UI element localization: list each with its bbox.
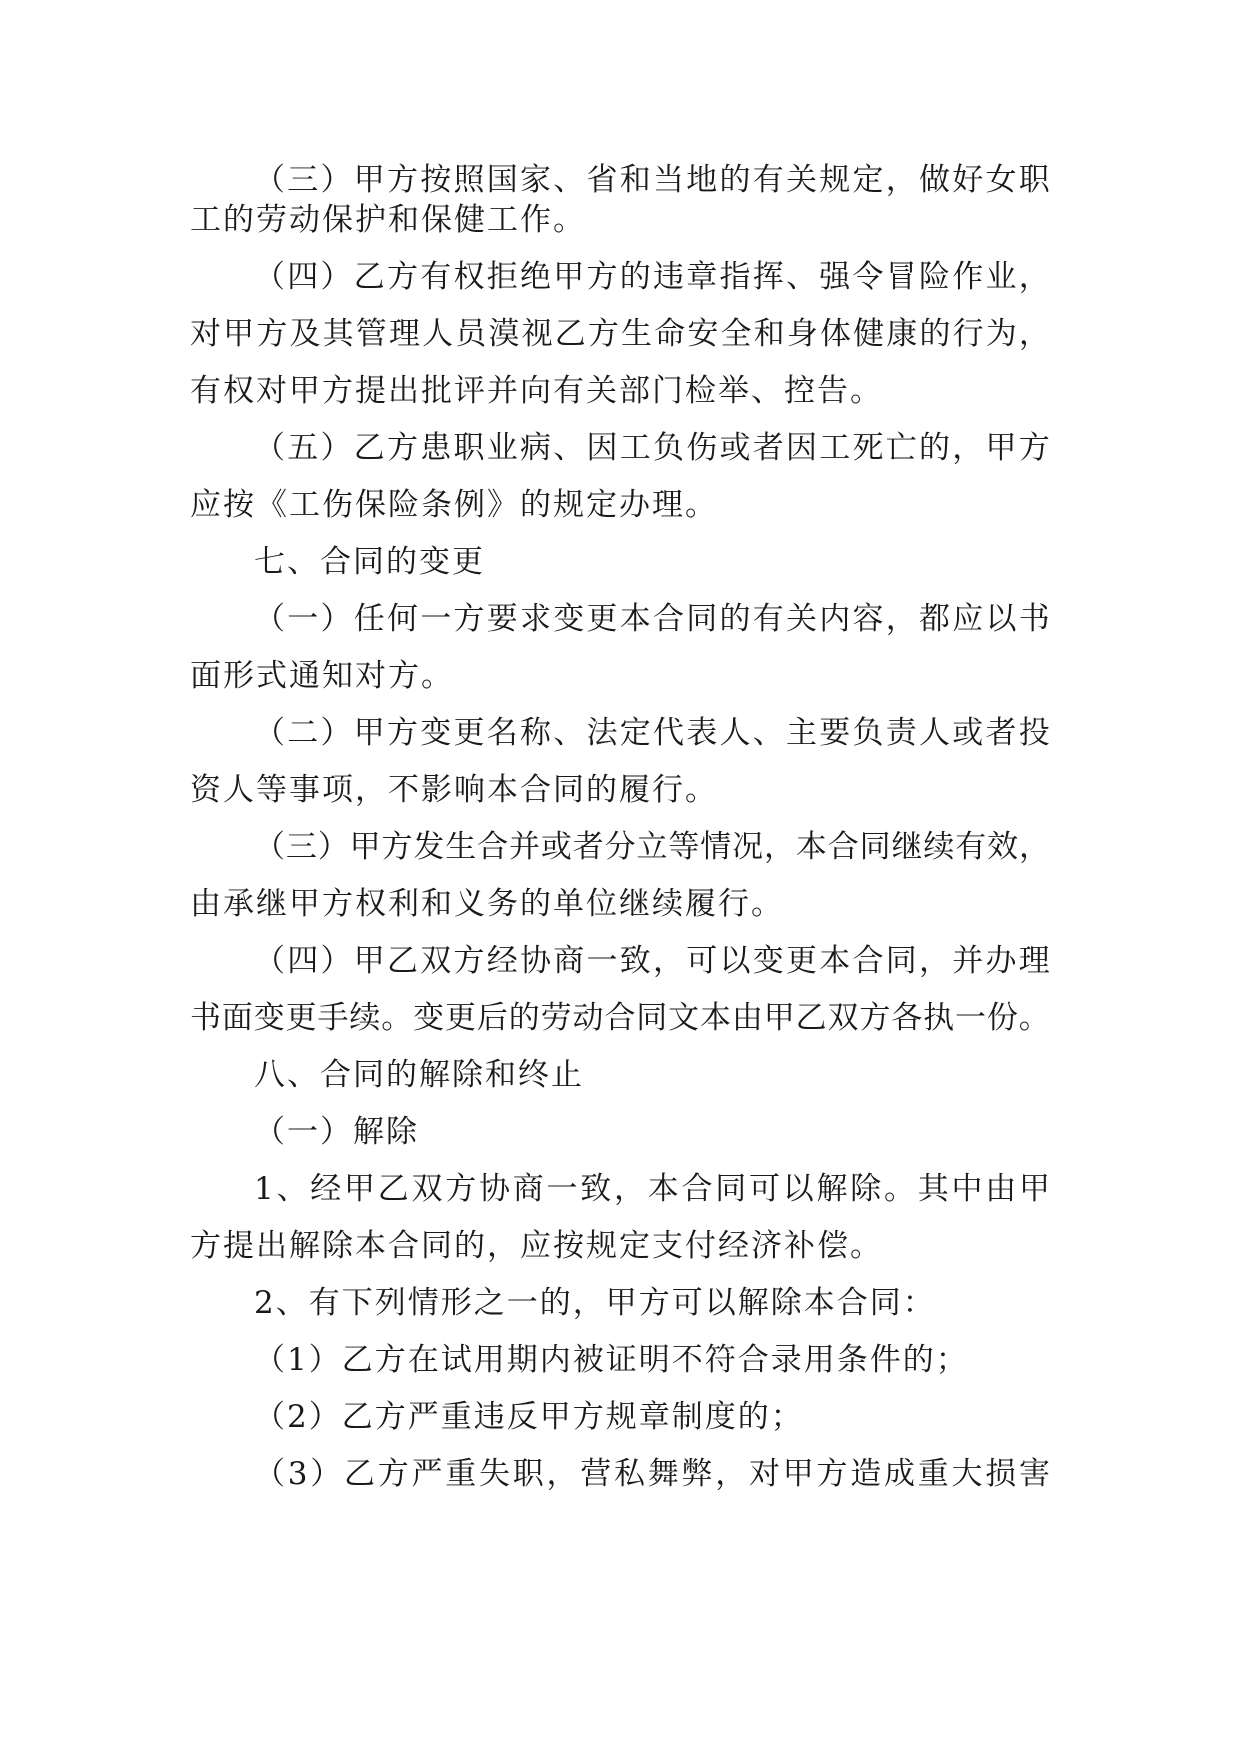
clause-line: （ 三 ） 甲 方 按 照 国 家 、 省 和 当 地 的 有 关 规 定 ， 做 好 女 职 <box>254 162 1050 198</box>
clause-line: 2、有下列情形之一的，甲方可以解除本合同： <box>254 1285 936 1321</box>
clause-line: 书 面 变 更 手 续 。 变 更 后 的 劳 动 合 同 文 本 由 甲 乙 双 方 各 执 一 份 。 <box>190 1000 1050 1036</box>
clause-line: 方提出解除本合同的，应按规定支付经济补偿。 <box>190 1228 883 1264</box>
clause-line: 对 甲 方 及 其 管 理 人 员 漠 视 乙 方 生 命 安 全 和 身 体 健 康 的 行 为 ， <box>190 316 1050 352</box>
clause-line: （ 一 ） 任 何 一 方 要 求 变 更 本 合 同 的 有 关 内 容 ， 都 应 以 书 <box>254 601 1050 637</box>
section-heading: 七、合同的变更 <box>254 544 485 580</box>
clause-line: （ 四 ） 乙 方 有 权 拒 绝 甲 方 的 违 章 指 挥 、 强 令 冒 险 作 业 ， <box>254 259 1050 295</box>
clause-line: （ 三 ） 甲 方 发 生 合 并 或 者 分 立 等 情 况 ， 本 合 同 继 续 有 效 ， <box>254 829 1050 865</box>
clause-line: （ 五 ） 乙 方 患 职 业 病 、 因 工 负 伤 或 者 因 工 死 亡 的 ， 甲 方 <box>254 430 1050 466</box>
clause-line: 有权对甲方提出批评并向有关部门检举、控告。 <box>190 373 883 409</box>
clause-line: （ 四 ） 甲 乙 双 方 经 协 商 一 致 ， 可 以 变 更 本 合 同 ， 并 办 理 <box>254 943 1050 979</box>
section-heading: 八、合同的解除和终止 <box>254 1057 584 1093</box>
clause-line: 由承继甲方权利和义务的单位继续履行。 <box>190 886 784 922</box>
contract-text <box>190 160 1050 1494</box>
clause-line: 应按《工伤保险条例》的规定办理。 <box>190 487 718 523</box>
clause-line: 工的劳动保护和保健工作。 <box>190 202 586 238</box>
clause-line: 资人等事项，不影响本合同的履行。 <box>190 772 718 808</box>
clause-line: 1 、 经 甲 乙 双 方 协 商 一 致 ， 本 合 同 可 以 解 除 。 其 中 由 甲 <box>254 1171 1050 1207</box>
clause-line: 面形式通知对方。 <box>190 658 454 694</box>
list-item: （1）乙方在试用期内被证明不符合录用条件的； <box>254 1342 969 1378</box>
list-item: （2）乙方严重违反甲方规章制度的； <box>254 1399 804 1435</box>
clause-line: （ 二 ） 甲 方 变 更 名 称 、 法 定 代 表 人 、 主 要 负 责 人 或 者 投 <box>254 715 1050 751</box>
list-item: （ 3 ） 乙 方 严 重 失 职 ， 营 私 舞 弊 ， 对 甲 方 造 成 重 大 损 害 <box>254 1456 1050 1492</box>
subsection-heading: （一）解除 <box>254 1114 419 1150</box>
